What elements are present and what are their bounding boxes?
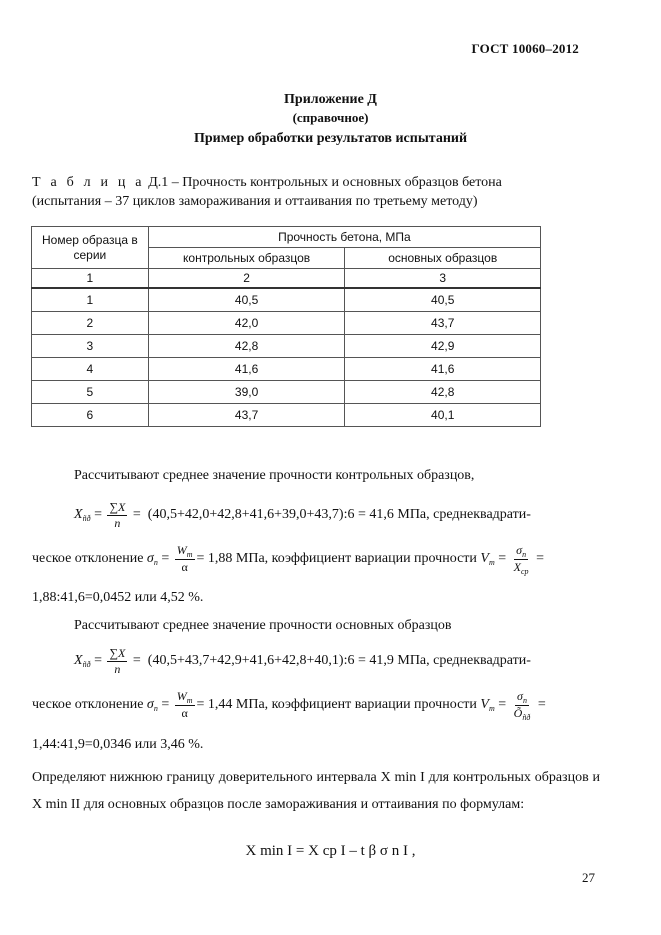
col-header-control: контрольных образцов [148, 248, 345, 269]
formula-lower-bound: X min I = X ср I – t β σ n I , [245, 843, 416, 859]
cell-main: 42,9 [345, 335, 541, 358]
col-header-main: основных образцов [345, 248, 541, 269]
cell-sample: 5 [32, 381, 149, 404]
document-standard-number: ГОСТ 10060–2012 [471, 41, 579, 56]
deviation-label: ческое отклонение [32, 551, 144, 566]
cell-main: 42,8 [345, 381, 541, 404]
deviation-value: = 1,44 МПа, коэффициент вариации прочности [196, 697, 477, 712]
page-number: 27 [582, 870, 595, 885]
cell-main: 41,6 [345, 358, 541, 381]
appendix-type: (справочное) [292, 110, 369, 125]
table-row [32, 312, 541, 335]
cell-control: 40,5 [148, 288, 345, 312]
table-row [32, 358, 541, 381]
paragraph-confidence-interval: Определяют нижнюю границу доверительного интервала X min I для контрольных образцов и X min II для основных образцов после замораживания и оттаивания по формулам: [32, 770, 600, 812]
cell-sample: 3 [32, 335, 149, 358]
col-header-strength: Прочность бетона, МПа [148, 227, 540, 248]
main-variation-result: 1,44:41,9=0,0346 или 3,46 %. [32, 737, 204, 752]
paragraph-main-mean: Рассчитывают среднее значение прочности основных образцов [74, 618, 452, 633]
table-row [32, 381, 541, 404]
cell-sample: 4 [32, 358, 149, 381]
control-variation-result: 1,88:41,6=0,0452 или 4,52 %. [32, 590, 204, 605]
col-number: 3 [345, 269, 541, 289]
main-deviation-line: ческое отклонение $\sigma_n$ = $\frac{W_m}{\alpha}$ = 1,44 МПа, коэффициент вариации прочности $V_m$ = $\frac{\sigma_n}{Õ_{ñð}}$ = [32, 688, 546, 722]
table-caption [32, 173, 632, 211]
cell-control: 42,8 [148, 335, 345, 358]
col-header-sample-number: Номер образца в серии [32, 227, 149, 269]
cell-sample: 2 [32, 312, 149, 335]
paragraph-control-mean: Рассчитывают среднее значение прочности контрольных образцов, [74, 468, 475, 483]
formula-main-values: (40,5+43,7+42,9+41,6+42,8+40,1):6 = 41,9 МПа, среднеквадрати- [147, 653, 531, 668]
table-row [32, 404, 541, 427]
cell-main: 43,7 [345, 312, 541, 335]
appendix-title: Приложение Д [284, 92, 377, 107]
formula-control-values: (40,5+42,0+42,8+41,6+39,0+43,7):6 = 41,6 МПа, среднеквадрати- [147, 507, 531, 522]
cell-sample: 1 [32, 288, 149, 312]
col-number: 1 [32, 269, 149, 289]
table-caption-prefix: Т а б л и ц а [32, 175, 145, 190]
cell-control: 39,0 [148, 381, 345, 404]
appendix-heading: Пример обработки результатов испытаний [193, 131, 468, 146]
deviation-label: ческое отклонение [32, 697, 144, 712]
formula-control-mean: $X_{ñð}$ = $\frac{\sum X}{n}$ = (40,5+42,0+42,8+41,6+39,0+43,7):6 = 41,6 МПа, среднеквадрати- [74, 499, 531, 530]
cell-control: 42,0 [148, 312, 345, 335]
col-number: 2 [148, 269, 345, 289]
table-row [32, 288, 541, 312]
formula-main-mean: $X_{ñð}$ = $\frac{\sum X}{n}$ = (40,5+43,7+42,9+41,6+42,8+40,1):6 = 41,9 МПа, среднеквадрати- [74, 645, 531, 676]
table-caption-subtitle: (испытания – 37 циклов замораживания и оттаивания по третьему методу) [32, 194, 478, 209]
cell-control: 43,7 [148, 404, 345, 427]
cell-main: 40,1 [345, 404, 541, 427]
strength-table [31, 226, 541, 427]
control-deviation-line: ческое отклонение $\sigma_n$ = $\frac{W_m}{\alpha}$ = 1,88 МПа, коэффициент вариации прочности $V_m$ = $\frac{\sigma_n}{X_{ср}}$ = [32, 542, 544, 576]
table-row [32, 335, 541, 358]
table-caption-title: Д.1 – Прочность контрольных и основных образцов бетона [148, 175, 502, 190]
deviation-value: = 1,88 МПа, коэффициент вариации прочности [196, 551, 477, 566]
cell-control: 41,6 [148, 358, 345, 381]
cell-main: 40,5 [345, 288, 541, 312]
cell-sample: 6 [32, 404, 149, 427]
